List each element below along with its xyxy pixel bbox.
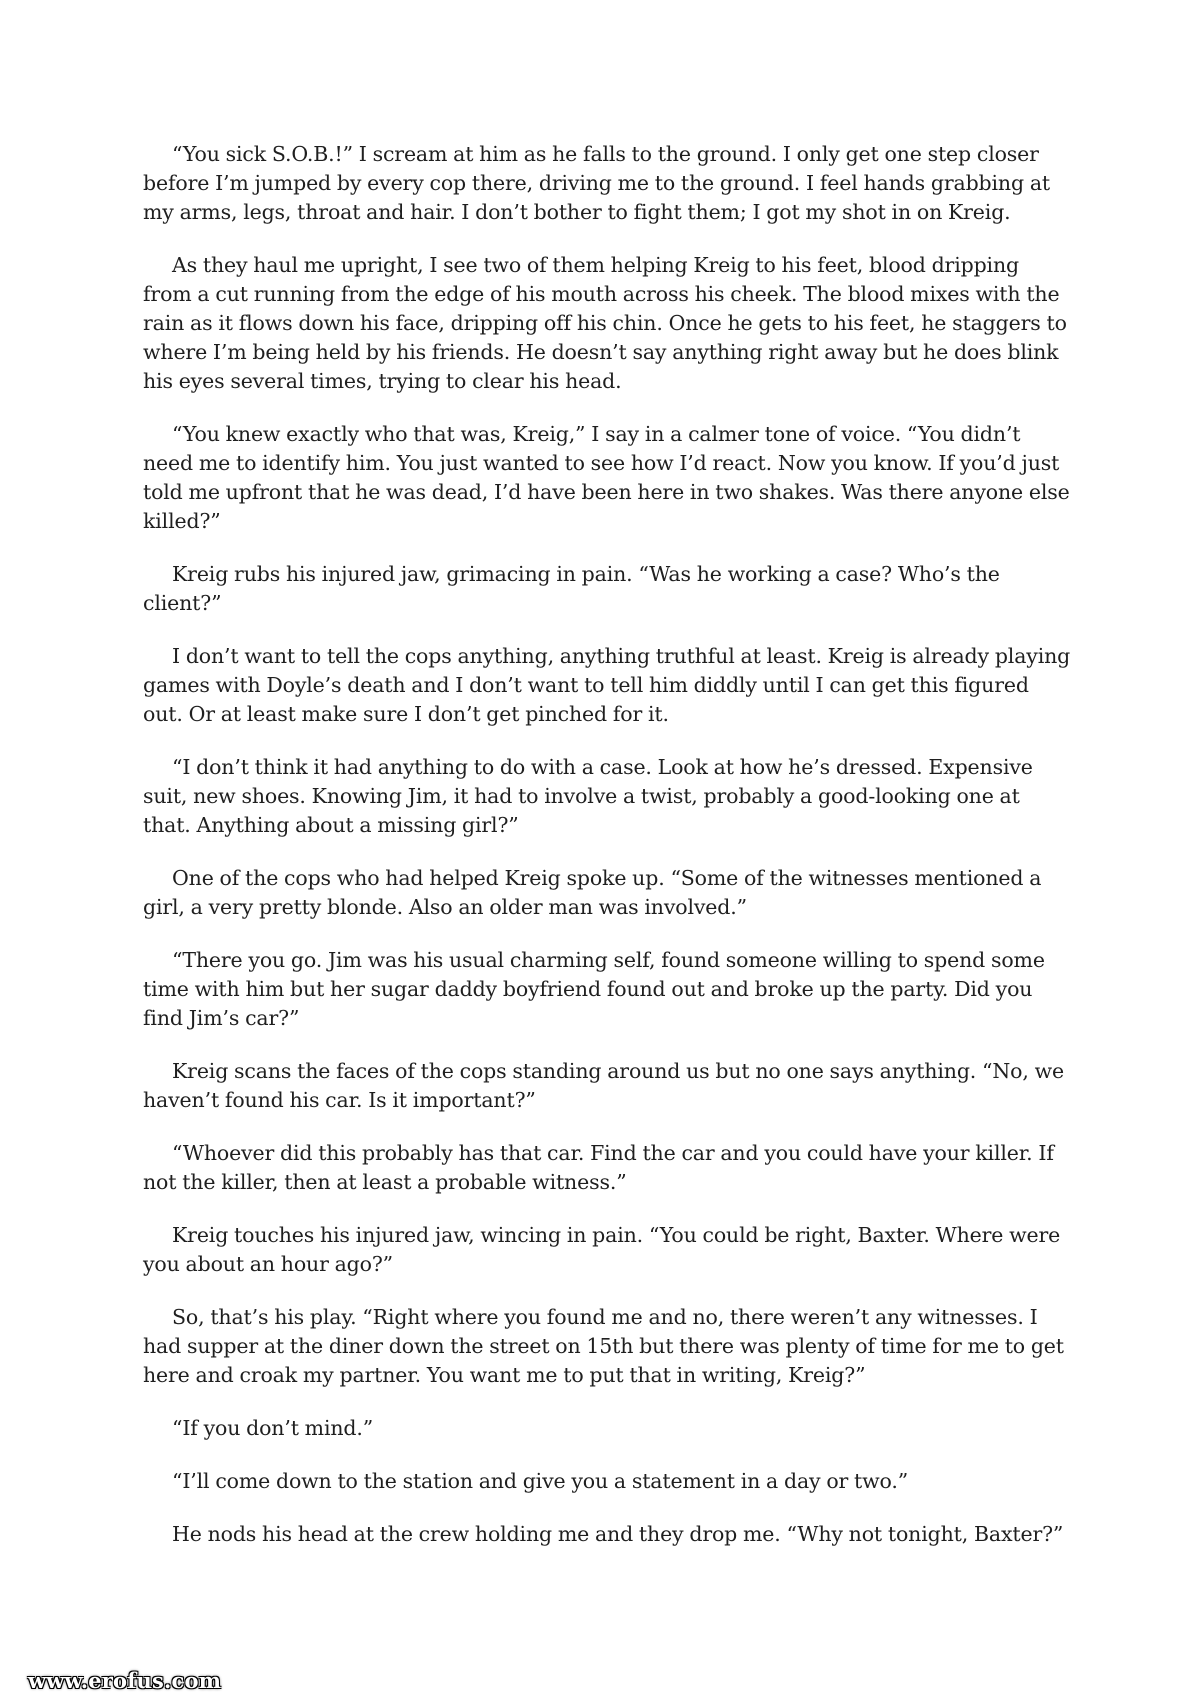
watermark-text: www.erofus.com xyxy=(28,1668,222,1693)
paragraph-15: He nods his head at the crew holding me and they drop me. “Why not tonight, Baxter?” xyxy=(172,1522,1064,1546)
paragraph-13: “If you don’t mind.” xyxy=(172,1416,374,1440)
paragraph-1: “You sick S.O.B.!” I scream at him as he falls to the ground. I only get one step closer before I’m jumped by every cop there, driving me to the ground. I feel hands grabbing at my arms, legs, throat and hair. I don’t bother to fight them; I got my shot in on Kreig. xyxy=(143,142,1050,224)
paragraph-11: Kreig touches his injured jaw, wincing in pain. “You could be right, Baxter. Where were you about an hour ago?” xyxy=(143,1223,1061,1276)
paragraph-3: “You knew exactly who that was, Kreig,” I say in a calmer tone of voice. “You didn’t need me to identify him. You just wanted to see how I’d react. Now you know. If you’d just told me upfront that he was dead, I’d have been here in two shakes. Was there anyone else killed?” xyxy=(143,422,1070,533)
paragraph-9: Kreig scans the faces of the cops standing around us but no one says anything. “No, we haven’t found his car. Is it important?” xyxy=(143,1059,1064,1112)
paragraph-6: “I don’t think it had anything to do with a case. Look at how he’s dressed. Expensive suit, new shoes. Knowing Jim, it had to involve a twist, probably a good-looking one at that. Anything about a missing girl?” xyxy=(143,755,1033,837)
paragraph-12: So, that’s his play. “Right where you found me and no, there weren’t any witnesses. I had supper at the diner down the street on 15th but there was plenty of time for me to get here and croak my partner. You want me to put that in writing, Kreig?” xyxy=(143,1305,1064,1387)
paragraph-14: “I’ll come down to the station and give you a statement in a day or two.” xyxy=(172,1469,909,1493)
document-page xyxy=(143,140,1073,1573)
paragraph-8: “There you go. Jim was his usual charming self, found someone willing to spend some time with him but her sugar daddy boyfriend found out and broke up the party. Did you find Jim’s car?” xyxy=(143,948,1045,1030)
paragraph-7: One of the cops who had helped Kreig spoke up. “Some of the witnesses mentioned a girl, a very pretty blonde. Also an older man was involved.” xyxy=(143,866,1042,919)
paragraph-2: As they haul me upright, I see two of them helping Kreig to his feet, blood dripping from a cut running from the edge of his mouth across his cheek. The blood mixes with the rain as it flows down his face, dripping off his chin. Once he gets to his feet, he staggers to where I’m being held by his friends. He doesn’t say anything right away but he does blink his eyes several times, trying to clear his head. xyxy=(143,253,1067,393)
paragraph-5: I don’t want to tell the cops anything, anything truthful at least. Kreig is already playing games with Doyle’s death and I don’t want to tell him diddly until I can get this figured out. Or at least make sure I don’t get pinched for it. xyxy=(143,644,1071,726)
paragraph-4: Kreig rubs his injured jaw, grimacing in pain. “Was he working a case? Who’s the client?” xyxy=(143,562,1000,615)
paragraph-10: “Whoever did this probably has that car. Find the car and you could have your killer. If not the killer, then at least a probable witness.” xyxy=(143,1141,1054,1194)
